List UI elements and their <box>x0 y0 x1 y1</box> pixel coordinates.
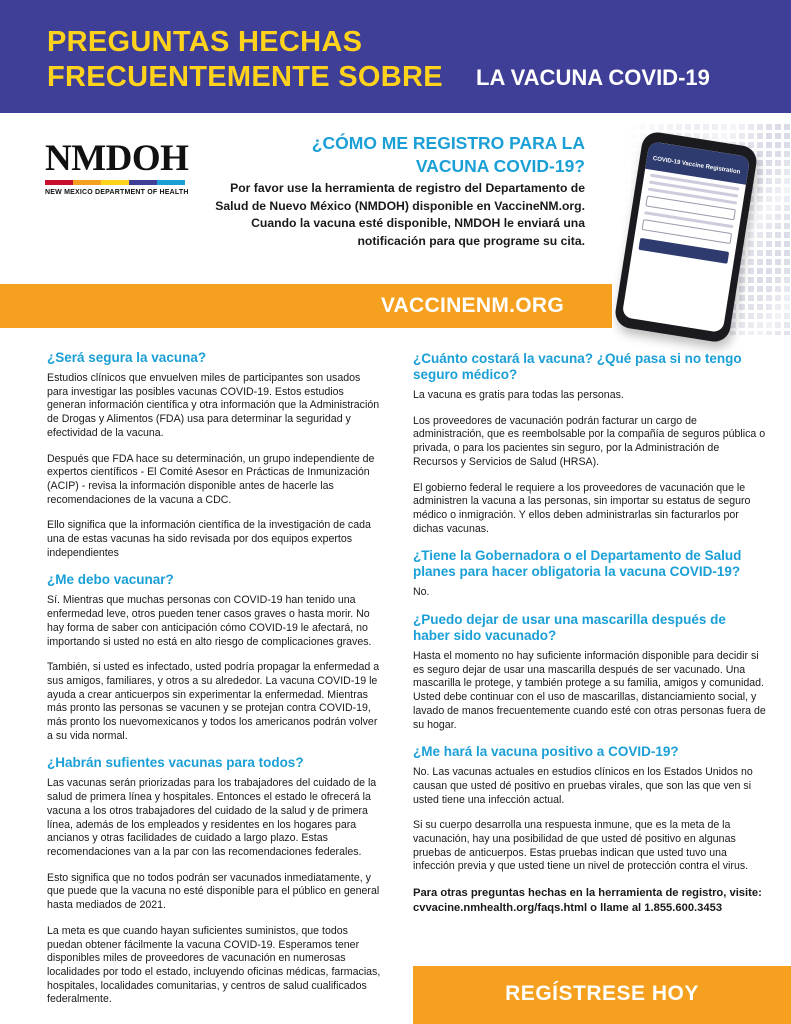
header-title-suffix: LA VACUNA COVID-19 <box>476 65 710 90</box>
faq-answer: Si su cuerpo desarrolla una respuesta inmune, que es la meta de la vacunación, hay una posibilidad de que usted dé positivo en algunas pruebas de anticuerpos. Estas pruebas indican que usted tuvo una infección previa y que usted tiene un nivel de protección contra el virus. <box>413 819 749 873</box>
faq-answer: Hasta el momento no hay suficiente información disponible para decidir si es seguro dejar de usar una mascarilla después de ser vacunado. Una mascarilla le protege, y también protege a su familia, amigos y comunidad. Usted debe continuar con el uso de mascarillas, distanciamiento social, y lavado de manos frecuentemente cuando esté con otras personas fuera de su hogar. <box>413 650 766 731</box>
faq-question: ¿Será segura la vacuna? <box>47 350 207 365</box>
faq-item <box>413 744 766 874</box>
faq-answer: Las vacunas serán priorizadas para los trabajadores del cuidado de la salud de primera línea y hospitales. Entonces el estado le ofrecerá la vacuna a los otros trabajadores del cuidado de la salud y de primera línea, además de los empleados y residentes en los hogares para ancianos y otras facilidades de cuidado a largo plazo. Estas recomendaciones van a la par con las recomendaciones federales. <box>47 777 377 858</box>
phone-screen-title: COVID-19 Vaccine Registration <box>645 141 750 184</box>
faq-answer: Los proveedores de vacunación podrán facturar un cargo de administración, que es reembolsable por la compañía de seguros pública o privada, o para los pacientes sin seguro, por la Administración de Recursos y Servicios de Salud (HRSA). <box>413 414 766 468</box>
nmdoh-logo <box>45 140 195 196</box>
faq-item <box>47 350 383 560</box>
vaccinenm-link[interactable]: VACCINENM.ORG <box>380 294 564 317</box>
faq-question: ¿Me hará la vacuna positivo a COVID-19? <box>413 744 679 760</box>
faq-question: ¿Puedo dejar de usar una mascarilla después de haber sido vacunado? <box>413 612 726 644</box>
faq-left-column <box>47 350 383 1019</box>
faq-answer: Después que FDA hace su determinación, un grupo independiente de expertos científicos - El Comité Asesor en Prácticas de Inmunización (ACIP) - revisa la información disponible antes de hacerle las recomendaciones de la vacuna a CDC. <box>47 452 375 506</box>
faq-question: ¿Cuánto costará la vacuna? ¿Qué pasa si no tengo seguro médico? <box>413 351 742 382</box>
vaccinenm-band <box>0 284 612 328</box>
phone-screen <box>622 141 751 333</box>
register-instructions: Por favor use la herramienta de registro del Departamento de Salud de Nuevo México (NMDOH) disponible en VaccineNM.org. Cuando la vacuna esté disponible, NMDOH le enviará una notificación para que programe su cita. <box>215 181 585 248</box>
faq-item <box>413 612 766 732</box>
register-title-line2: VACUNA COVID-19? <box>415 156 585 176</box>
logo-subtitle: NEW MEXICO DEPARTMENT OF HEALTH <box>45 189 189 196</box>
faq-item <box>47 755 383 1007</box>
register-title-line1: ¿CÓMO ME REGISTRO PARA LA <box>311 133 585 153</box>
faq-answer: La vacuna es gratis para todas las personas. <box>413 389 624 401</box>
faq-answer: Sí. Mientras que muchas personas con COVID-19 han tenido una enfermedad leve, otros pueden tener casos graves o hasta morir. No hay forma de saber con anticipación cómo COVID-19 le afectará, no importando si usted no está en alto riesgo de complicaciones graves. <box>47 594 372 648</box>
contact-note: Para otras preguntas hechas en la herramienta de registro, visite: cvvacine.nmhealth.org/faqs.html o llame al 1.855.600.3453 <box>413 887 762 915</box>
faq-question: ¿Tiene la Gobernadora o el Departamento de Salud planes para hacer obligatoria la vacuna COVID-19? <box>413 548 742 580</box>
faq-answer: Estudios clínicos que envuelven miles de participantes son usados para investigar las posibles vacunas COVID-19. Estos estudios generan información científica y otra información que la Administración de Drogas y Alimentos (FDA) usa para determinar la seguridad y efectividad de la vacuna. <box>47 372 380 439</box>
faq-answer: La meta es que cuando hayan suficientes suministos, que todos puedan obtener fácilmente la vacuna COVID-19. Esperamos tener disponibles miles de proveedores de vacunación en numerosas localidades por todo el estado, incluyendo oficinas médicas, farmacias, hospitales, localidades comunitarias, y centros de salud cualificados federalmente. <box>47 924 381 1006</box>
register-question-title <box>225 132 585 178</box>
logo-text: NMDOH <box>45 138 189 179</box>
header-title-line1: PREGUNTAS HECHAS <box>47 26 363 58</box>
header-banner <box>0 0 791 113</box>
header-title-line2: FRECUENTEMENTE SOBRE <box>47 61 443 93</box>
faq-answer: El gobierno federal le requiere a los proveedores de vacunación que le administren la vacuna a las personas, sin importar su estatus de seguro médico o inmigración. Y ellos deben administrarlas sin facturarlos por dichas vacunas. <box>413 481 751 535</box>
faq-question: ¿Me debo vacunar? <box>47 572 174 588</box>
faq-question: ¿Habrán sufientes vacunas para todos? <box>47 755 304 771</box>
faq-item <box>47 572 383 743</box>
faq-answer: No. Las vacunas actuales en estudios clínicos en los Estados Unidos no causan que usted dé positivo en pruebas virales, que son las que ven si usted tiene una infección actual. <box>413 766 753 806</box>
faq-item <box>413 548 766 600</box>
faq-right-column <box>413 351 766 916</box>
logo-color-rule <box>45 180 185 185</box>
faq-answer: También, si usted es infectado, usted podría propagar la enfermedad a sus amigos, familiares, y otros a su alrededor. La vacuna COVID-19 le ayuda a crear anticuerpos sin experimentar la enfermedad. Mientras más pronto las personas se vacunen y se protejan contra COVID-19, más pronto los nuevomexicanos y todos los americanos podrán volver a su vida normal. <box>47 661 380 742</box>
register-today-button[interactable]: REGÍSTRESE HOY <box>413 966 791 1024</box>
faq-answer: Esto significa que no todos podrán ser vacunados inmediatamente, y que puede que la vacuna no esté disponible para el público en general hasta mediados de 2021. <box>47 871 380 912</box>
faq-item <box>413 351 766 536</box>
faq-answer: No. <box>413 586 430 599</box>
faq-answer: Ello significa que la información científica de la investigación de cada una de estas vacunas ha sido revisada por dos equipos expertos independientes <box>47 519 371 559</box>
